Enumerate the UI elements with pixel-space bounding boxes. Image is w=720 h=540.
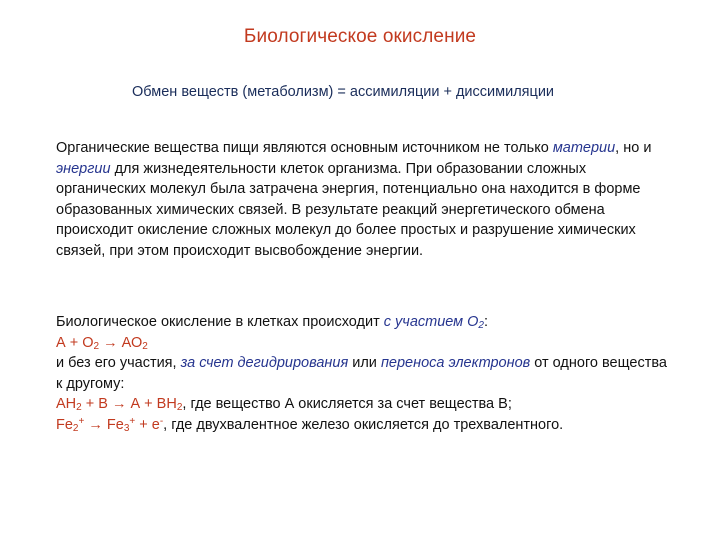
oxidation-line-2: и без его участия, за счет дегидрирования или переноса электронов от одного вещества к другому:	[56, 355, 667, 392]
equation-1: $А + О_2 \to АО_2$	[56, 334, 148, 352]
intro-text-1: Органические вещества пищи являются основным источником не только	[56, 140, 549, 156]
colon: :	[483, 314, 489, 330]
paragraph-oxidation	[56, 312, 676, 436]
arrow-icon: →	[103, 334, 118, 351]
term-electron-transfer: переноса электронов	[380, 355, 531, 372]
term-with-oxygen: с участием $О_2$	[383, 314, 484, 331]
term-matter: материи	[552, 140, 616, 156]
arrow-icon: →	[88, 416, 103, 433]
term-dehydrogenation: за счет дегидрирования	[180, 355, 349, 372]
equation-2: $АН_2 + В \to А + ВН_2$, где вещество А окисляется за счет вещества В;	[56, 396, 512, 414]
oxidation-line-1	[56, 312, 676, 333]
intro-text-2: , но и	[615, 140, 652, 156]
page-title: Биологическое окисление	[243, 26, 477, 47]
oxidation-text-1: Биологическое окисление в клетках происходит	[56, 314, 380, 330]
intro-text-3: для жизнедеятельности клеток организма. При образовании сложных органических молекул была затрачена энергия, потенциально она находится в форме образованных химических связей. В результате реакций энергетического обмена происходит окисление сложных молекул до более простых и разрушение химических связей, при этом происходит высвобождение энергии.	[56, 160, 641, 259]
paragraph-intro	[56, 138, 676, 262]
arrow-icon: →	[111, 396, 127, 413]
subtitle: Обмен веществ (метаболизм) = ассимиляции + диссимиляции	[132, 84, 555, 100]
equation-3: $Fe_2^+ \to Fe_3^+ + е^-$, где двухвалентное железо окисляется до трехвалентного.	[56, 415, 564, 434]
term-energy: энергии	[56, 160, 111, 177]
